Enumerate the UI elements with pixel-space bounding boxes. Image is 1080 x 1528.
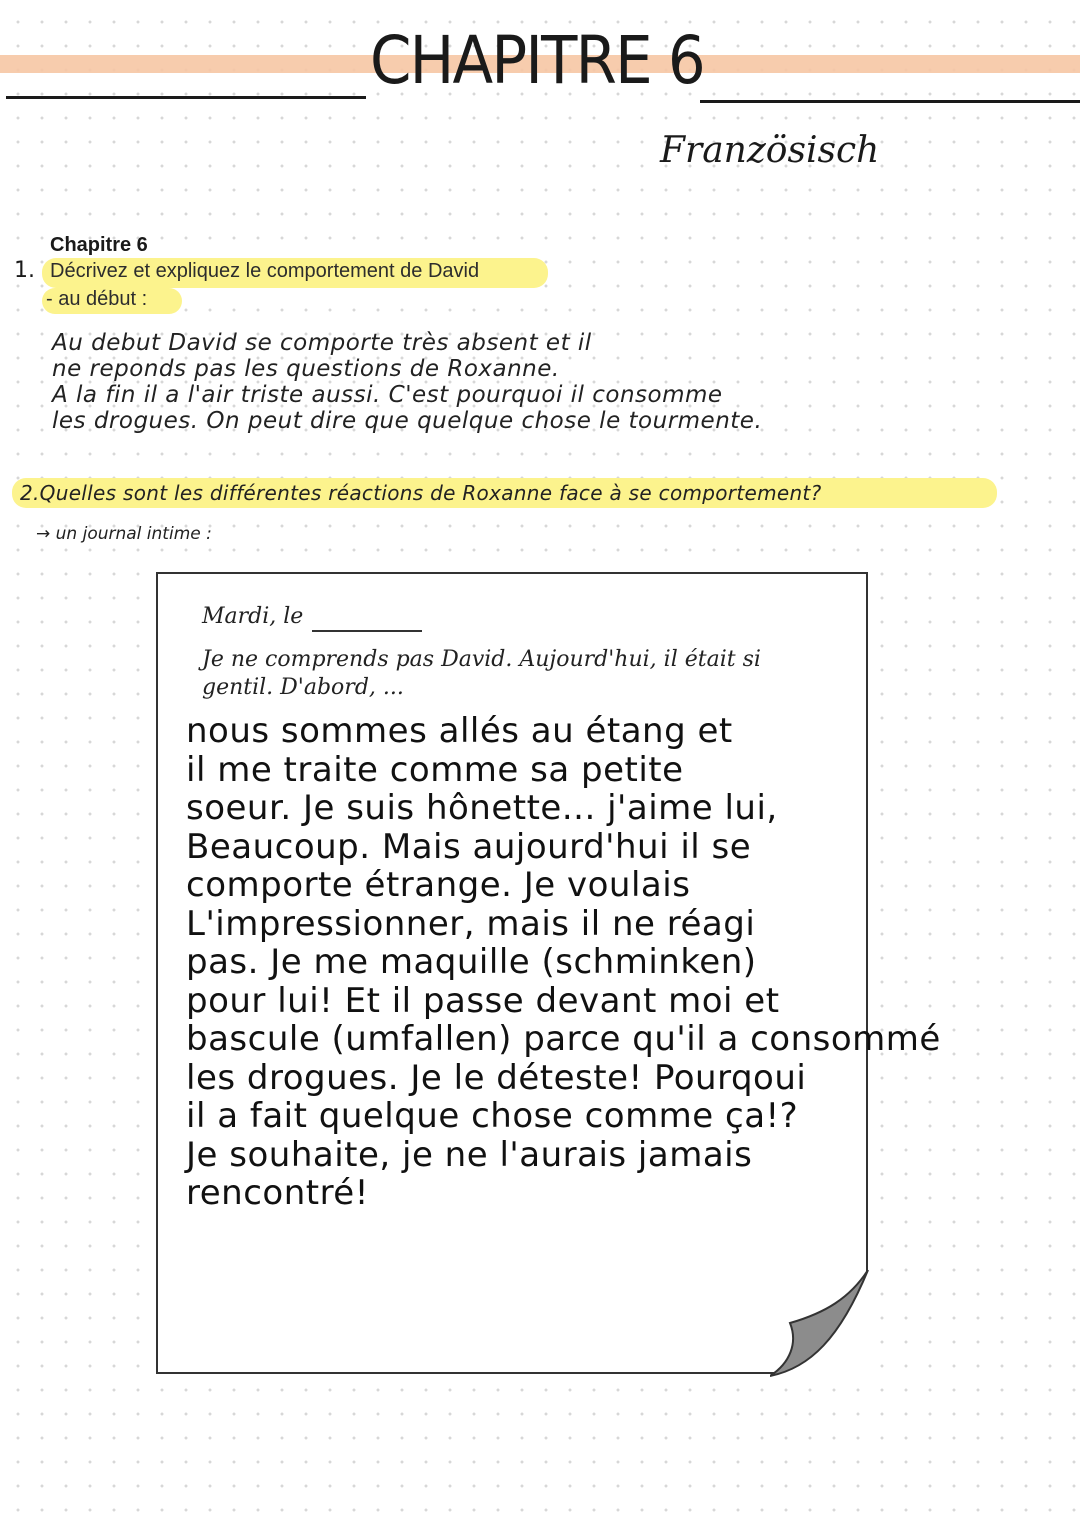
diary-date-blank [312,630,422,632]
diary-line: soeur. Je suis hônette... j'aime lui, [186,788,778,828]
diary-line: Beaucoup. Mais aujourd'hui il se [186,826,752,867]
question-1-sub: - au début : [46,288,148,310]
diary-line: bascule (umfallen) parce qu'il a consommé [186,1019,941,1059]
diary-line: les drogues. Je le déteste! Pourqoui [186,1057,807,1098]
diary-line: L'impressionner, mais il ne réagi [186,903,756,944]
diary-line: nous sommes allés au étang et [186,711,733,751]
question-1-number: 1. [14,258,35,283]
diary-line: comporte étrange. Je voulais [186,865,691,905]
answer-1-line: ne reponds pas les questions de Roxanne. [52,356,560,382]
question-2-text: 2.Quelles sont les différentes réactions de Roxanne face à se comportement? [20,481,822,505]
question-2-highlight [12,478,997,508]
diary-intro-line: Je ne comprends pas David. Aujourd'hui, il était si [202,647,761,672]
chapter-label: Chapitre 6 [50,234,148,256]
diary-line: il a fait quelque chose comme ça!? [186,1096,799,1136]
title-rule-right [700,100,1080,103]
question-1-highlight [42,258,548,288]
diary-line: pour lui! Et il passe devant moi et [186,980,780,1021]
diary-intro [202,646,822,702]
title-rule-left [6,96,366,99]
answer-1 [52,330,912,434]
question-1-sub-highlight [42,288,182,314]
answer-1-line: Au debut David se comporte très absent et il [52,330,592,356]
subject-label: Französisch [660,130,880,171]
answer-1-line: A la fin il a l'air triste aussi. C'est pourquoi il consomme [52,382,723,408]
answer-1-line: les drogues. On peut dire que quelque chose le tourmente. [52,408,763,434]
page-curl-icon [770,1268,870,1378]
diary-intro-line: gentil. D'abord, ... [202,675,404,700]
question-2-sub: → un journal intime : [36,524,212,544]
diary-line: il me traite comme sa petite [186,749,684,790]
diary-date-label: Mardi, le [202,604,304,629]
question-1-text: Décrivez et expliquez le comportement de David [50,260,480,282]
page-title: CHAPITRE 6 [370,22,704,99]
diary-line: pas. Je me maquille (schminken) [186,942,757,982]
diary-line: Je souhaite, je ne l'aurais jamais [186,1134,753,1175]
diary-entry [186,711,941,1213]
diary-line: rencontré! [186,1173,369,1213]
